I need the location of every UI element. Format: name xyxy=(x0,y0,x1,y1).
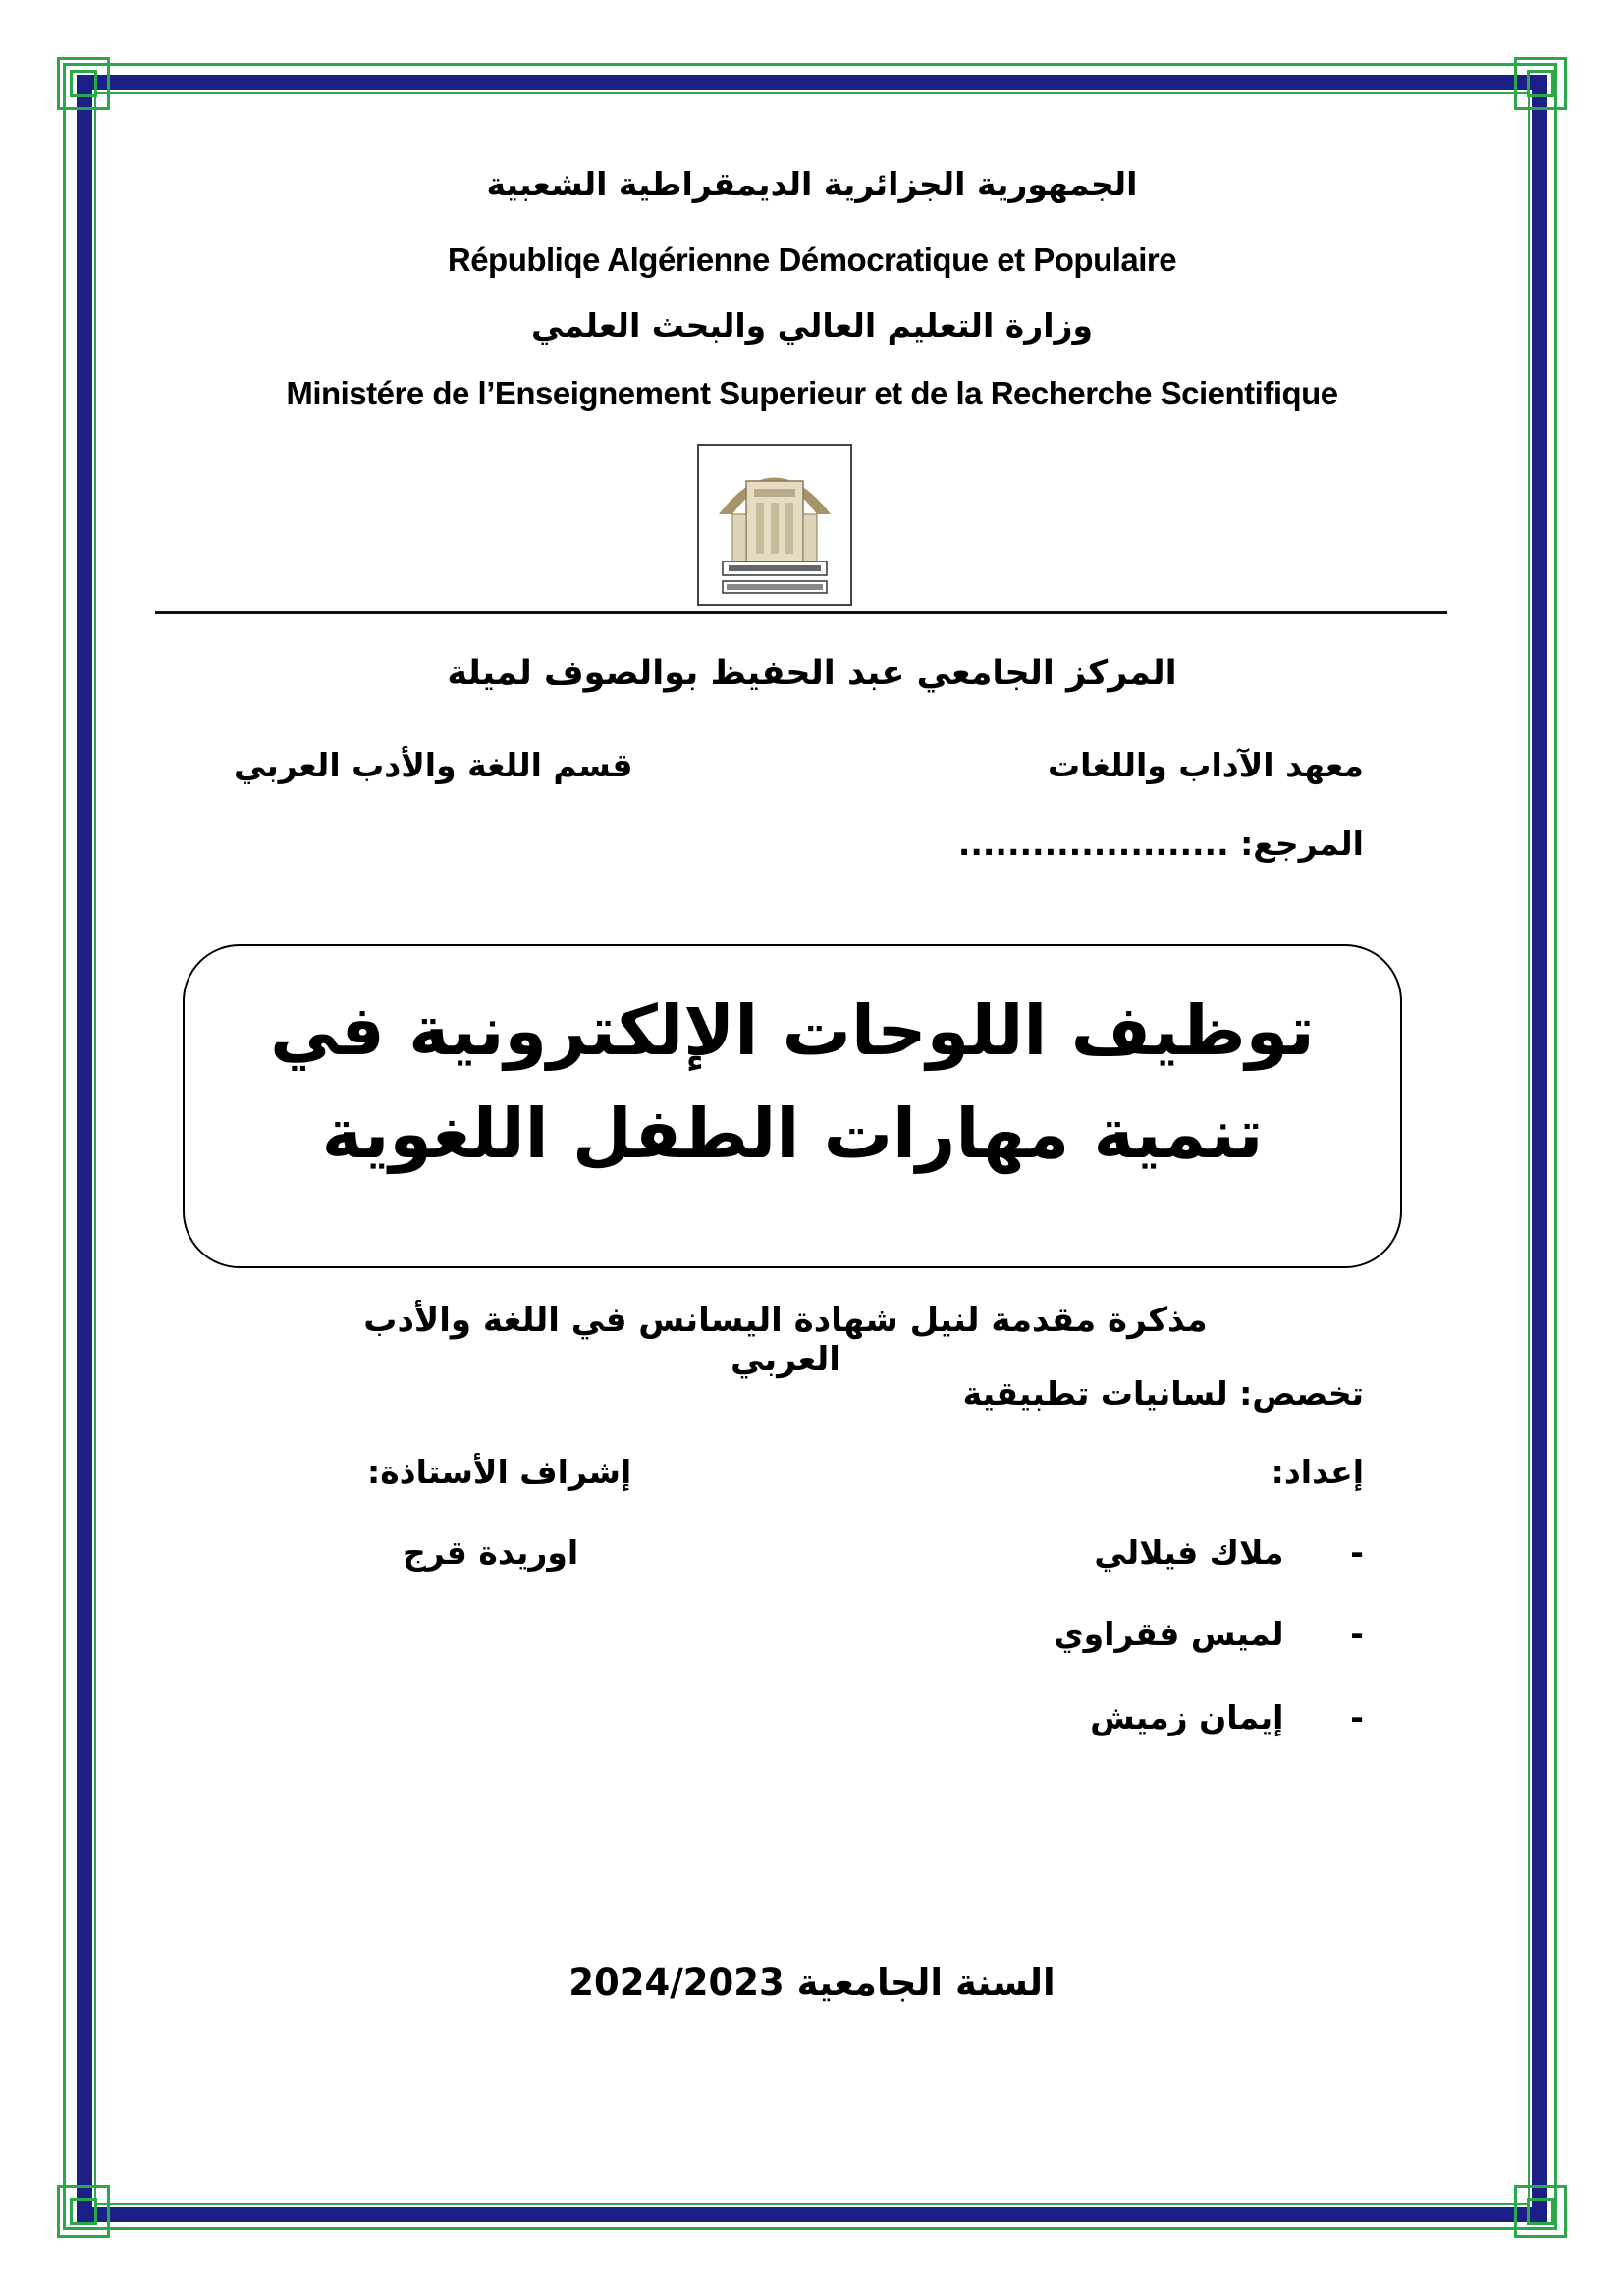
academic-year: السنة الجامعية 2024/2023 xyxy=(568,1961,1056,2003)
ministry-arabic: وزارة التعليم العالي والبحث العلمي xyxy=(530,306,1094,345)
list-dash: - xyxy=(1350,1615,1364,1653)
frame-corner-bottom-right xyxy=(1514,2185,1567,2238)
ministry-french: Ministére de l’Enseignement Superieur et de la Recherche Scientifique xyxy=(286,375,1338,411)
list-dash: - xyxy=(1350,1698,1364,1736)
thesis-title-line-2: تنمية مهارات الطفل اللغوية xyxy=(321,1094,1264,1174)
frame-corner-top-left xyxy=(57,57,110,110)
student-item xyxy=(1094,1533,1364,1572)
institute-name: معهد الآداب واللغات xyxy=(1047,746,1364,784)
university-center-name: المركز الجامعي عبد الحفيظ بوالصوف لميلة xyxy=(447,654,1177,693)
prepared-by-label: إعداد: xyxy=(1271,1453,1364,1491)
student-name: إيمان زميش xyxy=(1090,1698,1284,1736)
reference-field: المرجع: ...................... xyxy=(957,825,1364,863)
republic-arabic: الجمهورية الجزائرية الديمقراطية الشعبية xyxy=(486,165,1138,203)
student-name: لميس فقراوي xyxy=(1054,1615,1284,1653)
student-item xyxy=(1090,1698,1364,1736)
header-divider xyxy=(155,611,1447,614)
republic-french: Républiqe Algérienne Démocratique et Populaire xyxy=(447,241,1177,278)
university-logo xyxy=(697,444,852,606)
supervisor-name: اوريدة قرج xyxy=(403,1533,579,1572)
department-name: قسم اللغة والأدب العربي xyxy=(234,746,633,784)
student-item xyxy=(1054,1615,1364,1653)
frame-corner-bottom-left xyxy=(57,2185,110,2238)
thesis-title-line-1: توظيف اللوحات الإلكترونية في xyxy=(270,990,1315,1071)
degree-statement: مذكرة مقدمة لنيل شهادة اليسانس في اللغة والأدب العربي xyxy=(363,1301,1208,1379)
student-name: ملاك فيلالي xyxy=(1094,1533,1284,1572)
list-dash: - xyxy=(1350,1533,1364,1572)
thesis-title-box xyxy=(183,944,1402,1268)
frame-corner-top-right xyxy=(1514,57,1567,110)
supervisor-label: إشراف الأستاذة: xyxy=(367,1453,632,1491)
specialty: تخصص: لسانيات تطبيقية xyxy=(962,1374,1364,1413)
